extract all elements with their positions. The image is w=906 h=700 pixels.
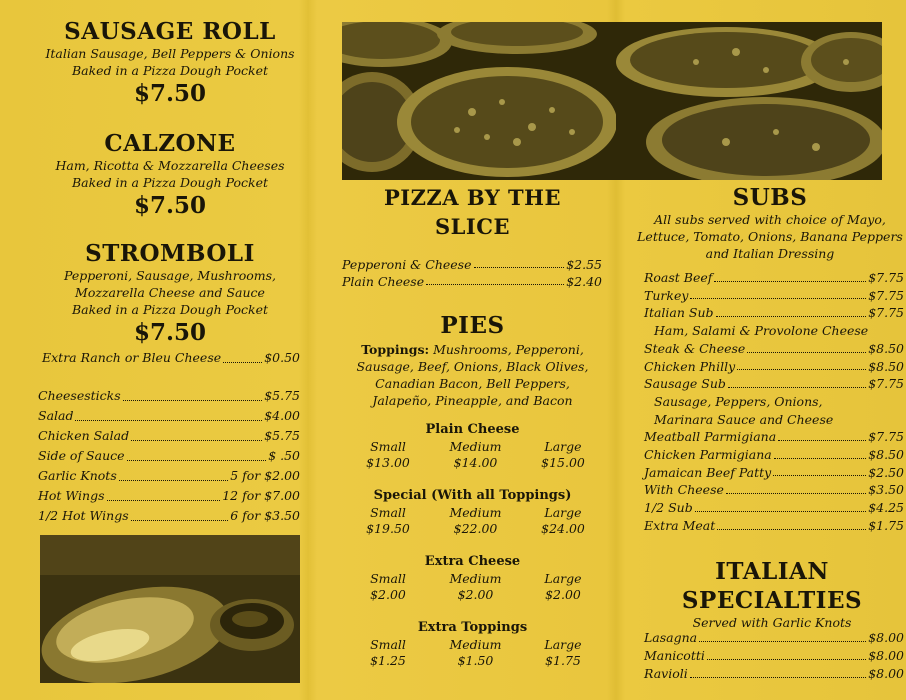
pizza-photo-right xyxy=(616,22,882,180)
item-name: Chicken Salad xyxy=(38,428,130,443)
item-note: Ham, Salami & Provolone Cheese xyxy=(654,323,869,339)
stromboli-photo xyxy=(40,535,300,683)
item-name: Chicken Philly xyxy=(644,358,736,374)
item-name: Hot Wings xyxy=(38,488,105,503)
italian-title: SPECIALTIES xyxy=(681,587,863,614)
subs-desc: All subs served with choice of Mayo, xyxy=(654,212,886,227)
italian-list xyxy=(644,629,904,683)
list-item xyxy=(342,273,602,290)
list-item xyxy=(644,446,904,464)
list-item xyxy=(38,446,300,466)
leader-dots xyxy=(75,420,262,421)
group-title: Plain Cheese xyxy=(425,422,520,437)
price-medium: $22.00 xyxy=(453,521,498,536)
leader-dots xyxy=(737,369,866,370)
size-prices xyxy=(340,455,605,471)
item-price: $7.75 xyxy=(868,270,904,285)
item-price: $7.75 xyxy=(868,429,904,445)
list-item xyxy=(342,256,602,273)
stromboli-section xyxy=(30,240,310,368)
item-price: $7.75 xyxy=(868,287,904,303)
list-item xyxy=(644,375,904,393)
leader-dots xyxy=(699,641,866,642)
calzone-price: $7.50 xyxy=(133,192,207,219)
item-name: With Cheese xyxy=(644,482,724,498)
item-price: $ .50 xyxy=(268,448,300,463)
leader-dots xyxy=(690,298,866,299)
item-name: Turkey xyxy=(644,287,689,303)
size-large: Large xyxy=(544,571,582,586)
item-price: $5.75 xyxy=(264,388,300,403)
sausage-roll-desc: Italian Sausage, Bell Peppers & Onions xyxy=(45,46,295,61)
item-price: $4.00 xyxy=(264,408,300,423)
item-price: $4.25 xyxy=(868,500,904,516)
list-item xyxy=(644,428,904,446)
food-photo-illustration xyxy=(40,535,300,683)
price-medium: $1.50 xyxy=(457,653,494,668)
leader-dots xyxy=(127,460,267,461)
list-item xyxy=(644,517,904,535)
sides-list xyxy=(38,386,300,526)
italian-title: ITALIAN xyxy=(715,558,829,585)
toppings-desc xyxy=(340,341,605,358)
item-price: $8.00 xyxy=(868,630,904,645)
list-item xyxy=(644,304,904,322)
item-name: Cheesesticks xyxy=(38,388,121,403)
group-title: Special (With all Toppings) xyxy=(373,488,572,503)
calzone-title: CALZONE xyxy=(104,130,236,157)
pies-title: PIES xyxy=(440,312,505,339)
subs-list xyxy=(644,269,904,535)
leader-dots xyxy=(119,480,228,481)
stromboli-desc: Pepperoni, Sausage, Mushrooms, xyxy=(63,268,276,283)
size-medium: Medium xyxy=(449,439,502,454)
calzone-desc: Baked in a Pizza Dough Pocket xyxy=(71,175,269,190)
item-price: $3.50 xyxy=(868,482,904,498)
leader-dots xyxy=(714,281,866,282)
leader-dots xyxy=(778,440,866,441)
toppings-desc: Jalapeño, Pineapple, and Bacon xyxy=(372,393,573,408)
price-large: $15.00 xyxy=(541,455,585,470)
stromboli-price: $7.50 xyxy=(133,319,207,346)
item-name: Chicken Parmigiana xyxy=(644,447,772,463)
item-price: $2.50 xyxy=(868,464,904,480)
item-price: $0.50 xyxy=(264,350,300,365)
extra-ranch-row xyxy=(30,348,310,368)
price-group xyxy=(340,487,605,537)
item-name: Salad xyxy=(38,408,74,423)
price-large: $2.00 xyxy=(545,587,581,602)
item-price: 6 for $3.50 xyxy=(230,508,300,523)
size-medium: Medium xyxy=(449,571,502,586)
price-small: $19.50 xyxy=(366,521,410,536)
size-labels xyxy=(340,571,605,587)
item-note: Sausage, Peppers, Onions, xyxy=(654,393,823,409)
item-name: Extra Meat xyxy=(644,517,716,533)
list-item xyxy=(644,665,904,683)
menu-column-right xyxy=(637,0,906,700)
leader-dots xyxy=(223,362,262,363)
subs-title: SUBS xyxy=(732,184,808,211)
sausage-roll-desc: Baked in a Pizza Dough Pocket xyxy=(71,63,269,78)
price-medium: $2.00 xyxy=(457,587,494,602)
item-name: 1/2 Sub xyxy=(644,500,693,516)
italian-desc: Served with Garlic Knots xyxy=(692,615,852,630)
leader-dots xyxy=(131,440,262,441)
sausage-roll-price: $7.50 xyxy=(133,80,207,107)
item-price: $1.75 xyxy=(868,517,904,533)
leader-dots xyxy=(774,458,867,459)
size-prices xyxy=(340,587,605,603)
size-prices xyxy=(340,653,605,669)
toppings-desc: Sausage, Beef, Onions, Black Olives, xyxy=(356,359,589,374)
item-price: $8.50 xyxy=(868,447,904,463)
toppings-text: Mushrooms, Pepperoni, xyxy=(429,342,584,357)
leader-dots xyxy=(717,529,866,530)
size-labels xyxy=(340,439,605,455)
item-name: Pepperoni & Cheese xyxy=(342,257,472,272)
item-name: Steak & Cheese xyxy=(644,340,746,356)
leader-dots xyxy=(747,352,866,353)
item-price: 5 for $2.00 xyxy=(230,468,300,483)
list-item xyxy=(38,406,300,426)
price-group xyxy=(340,553,605,603)
stromboli-title: STROMBOLI xyxy=(85,240,255,267)
list-item xyxy=(644,629,904,647)
item-name: Meatball Parmigiana xyxy=(644,429,777,445)
list-item xyxy=(644,647,904,665)
size-large: Large xyxy=(544,637,582,652)
item-price: $2.55 xyxy=(566,257,602,272)
price-medium: $14.00 xyxy=(453,455,498,470)
size-labels xyxy=(340,637,605,653)
item-name: Jamaican Beef Patty xyxy=(644,464,772,480)
list-item xyxy=(644,481,904,499)
item-price: $7.75 xyxy=(868,376,904,392)
item-name: Roast Beef xyxy=(644,270,713,285)
item-name: Side of Sauce xyxy=(38,448,125,463)
list-item xyxy=(38,386,300,406)
size-small: Small xyxy=(370,571,406,586)
toppings-label: Toppings: xyxy=(361,342,430,357)
subs-desc: and Italian Dressing xyxy=(705,246,835,261)
item-name: Manicotti xyxy=(644,648,705,663)
item-price: $8.00 xyxy=(868,666,904,681)
leader-dots xyxy=(690,677,866,678)
item-price: $8.00 xyxy=(868,648,904,663)
list-item xyxy=(644,269,904,287)
item-price: $8.50 xyxy=(868,340,904,356)
list-item xyxy=(38,506,300,526)
size-prices xyxy=(340,521,605,537)
sausage-roll-section xyxy=(30,18,310,109)
leader-dots xyxy=(707,659,866,660)
item-price: 12 for $7.00 xyxy=(222,488,300,503)
leader-dots xyxy=(728,387,866,388)
group-title: Extra Cheese xyxy=(424,554,521,569)
italian-section xyxy=(636,558,906,631)
list-item xyxy=(644,358,904,376)
price-small: $13.00 xyxy=(366,455,410,470)
menu-column-left xyxy=(30,0,310,700)
item-name: 1/2 Hot Wings xyxy=(38,508,129,523)
stromboli-desc: Mozzarella Cheese and Sauce xyxy=(75,285,265,300)
item-name: Ravioli xyxy=(644,666,688,681)
price-group xyxy=(340,421,605,471)
item-price: $8.50 xyxy=(868,358,904,374)
price-small: $2.00 xyxy=(370,587,406,602)
size-large: Large xyxy=(544,439,582,454)
leader-dots xyxy=(107,500,221,501)
leader-dots xyxy=(695,511,866,512)
subs-section xyxy=(634,184,906,262)
size-small: Small xyxy=(370,637,406,652)
leader-dots xyxy=(726,493,866,494)
slice-title: SLICE xyxy=(435,214,510,239)
item-price: $7.75 xyxy=(868,305,904,321)
slice-list xyxy=(342,256,602,290)
group-title: Extra Toppings xyxy=(417,620,528,635)
sausage-roll-title: SAUSAGE ROLL xyxy=(64,18,276,45)
list-item xyxy=(38,426,300,446)
calzone-section xyxy=(30,130,310,221)
leader-dots xyxy=(773,475,866,476)
item-name: Lasagna xyxy=(644,630,698,645)
slice-section xyxy=(340,184,605,240)
item-name: Italian Sub xyxy=(644,305,714,321)
price-small: $1.25 xyxy=(370,653,406,668)
leader-dots xyxy=(123,400,263,401)
price-group xyxy=(340,619,605,669)
size-large: Large xyxy=(544,505,582,520)
size-small: Small xyxy=(370,505,406,520)
list-item xyxy=(38,466,300,486)
item-price: $5.75 xyxy=(264,428,300,443)
item-name: Sausage Sub xyxy=(644,376,726,392)
item-name: Extra Ranch or Bleu Cheese xyxy=(42,350,222,365)
pizza-photo-illustration xyxy=(616,22,882,180)
item-name: Garlic Knots xyxy=(38,468,117,483)
toppings-desc: Canadian Bacon, Bell Peppers, xyxy=(375,376,570,391)
item-note: Marinara Sauce and Cheese xyxy=(654,411,834,427)
list-item xyxy=(38,486,300,506)
size-medium: Medium xyxy=(449,505,502,520)
menu-column-middle xyxy=(340,0,605,700)
leader-dots xyxy=(426,284,564,285)
item-name: Plain Cheese xyxy=(342,274,425,289)
size-small: Small xyxy=(370,439,406,454)
list-item xyxy=(644,464,904,482)
stromboli-desc: Baked in a Pizza Dough Pocket xyxy=(71,302,269,317)
size-medium: Medium xyxy=(449,637,502,652)
pizza-photo-illustration xyxy=(342,22,616,180)
size-labels xyxy=(340,505,605,521)
subs-desc: Lettuce, Tomato, Onions, Banana Peppers xyxy=(637,229,903,244)
list-item xyxy=(644,340,904,358)
leader-dots xyxy=(716,316,867,317)
list-item xyxy=(644,287,904,305)
leader-dots xyxy=(131,520,229,521)
price-large: $1.75 xyxy=(545,653,581,668)
pizza-photo xyxy=(342,22,616,180)
list-item xyxy=(644,499,904,517)
pies-section xyxy=(340,312,605,409)
slice-title: PIZZA BY THE xyxy=(383,185,562,210)
calzone-desc: Ham, Ricotta & Mozzarella Cheeses xyxy=(55,158,285,173)
price-large: $24.00 xyxy=(541,521,585,536)
item-price: $2.40 xyxy=(566,274,602,289)
leader-dots xyxy=(474,267,565,268)
